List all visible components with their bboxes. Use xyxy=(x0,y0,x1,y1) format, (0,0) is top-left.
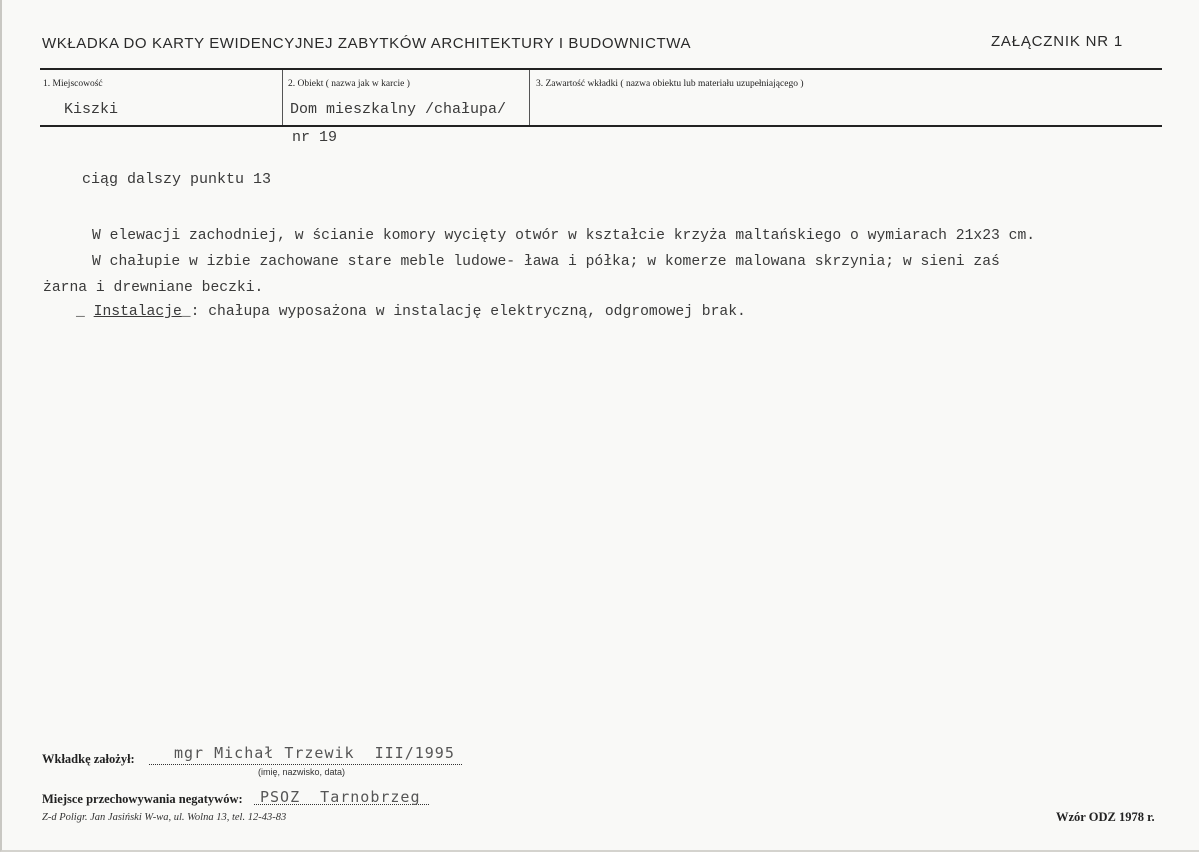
card-title: WKŁADKA DO KARTY EWIDENCYJNEJ ZABYTKÓW ARCHITEKTURY I BUDOWNICTWA xyxy=(42,35,692,52)
body-line-3: żarna i drewniane beczki. xyxy=(43,280,264,296)
field-2-value: Dom mieszkalny /chałupa/ xyxy=(290,101,507,118)
form-model: Wzór ODZ 1978 r. xyxy=(1056,810,1155,824)
body-line-4-rest: _: chałupa wyposażona w instalację elektryczną, odgromowej brak. xyxy=(181,304,746,320)
body-line-1: W elewacji zachodniej, w ścianie komory wycięty otwór w kształcie krzyża maltańskiego o wymiarach 21x23 cm. xyxy=(92,228,1036,244)
negatives-value: PSOZ Tarnobrzeg xyxy=(260,788,421,806)
field-2-label: 2. Obiekt ( nazwa jak w karcie ) xyxy=(288,79,410,89)
field-divider-1 xyxy=(282,70,283,126)
field-divider-2 xyxy=(529,70,530,126)
annex-label: ZAŁĄCZNIK NR 1 xyxy=(990,33,1123,50)
author-value: mgr Michał Trzewik III/1995 xyxy=(174,744,455,762)
negatives-label: Miejsce przechowywania negatywów: xyxy=(42,792,243,806)
author-label: Wkładkę założył: xyxy=(42,752,135,766)
author-dotted-line xyxy=(149,764,462,765)
field-1-value: Kiszki xyxy=(64,101,119,118)
field-2-value-continuation: nr 19 xyxy=(292,129,338,146)
body-line-2: W chałupie w izbie zachowane stare meble ludowe- ława i półka; w komerze malowana skrzynia; w sieni zaś xyxy=(92,254,1000,270)
body-line-4-prefix: _ xyxy=(76,304,94,320)
top-rule xyxy=(40,68,1162,70)
field-1-label: 1. Miejscowość xyxy=(43,79,103,89)
field-3-label: 3. Zawartość wkładki ( nazwa obiektu lub materiału uzupełniającego ) xyxy=(536,79,804,89)
fields-bottom-rule xyxy=(40,125,1162,127)
body-heading: ciąg dalszy punktu 13 xyxy=(82,171,272,188)
body-line-4 xyxy=(76,304,746,320)
installation-term: Instalacje xyxy=(93,304,182,320)
printer-imprint: Z-d Poligr. Jan Jasiński W-wa, ul. Wolna 13, tel. 12-43-83 xyxy=(42,812,287,823)
author-hint: (imię, nazwisko, data) xyxy=(258,767,346,777)
